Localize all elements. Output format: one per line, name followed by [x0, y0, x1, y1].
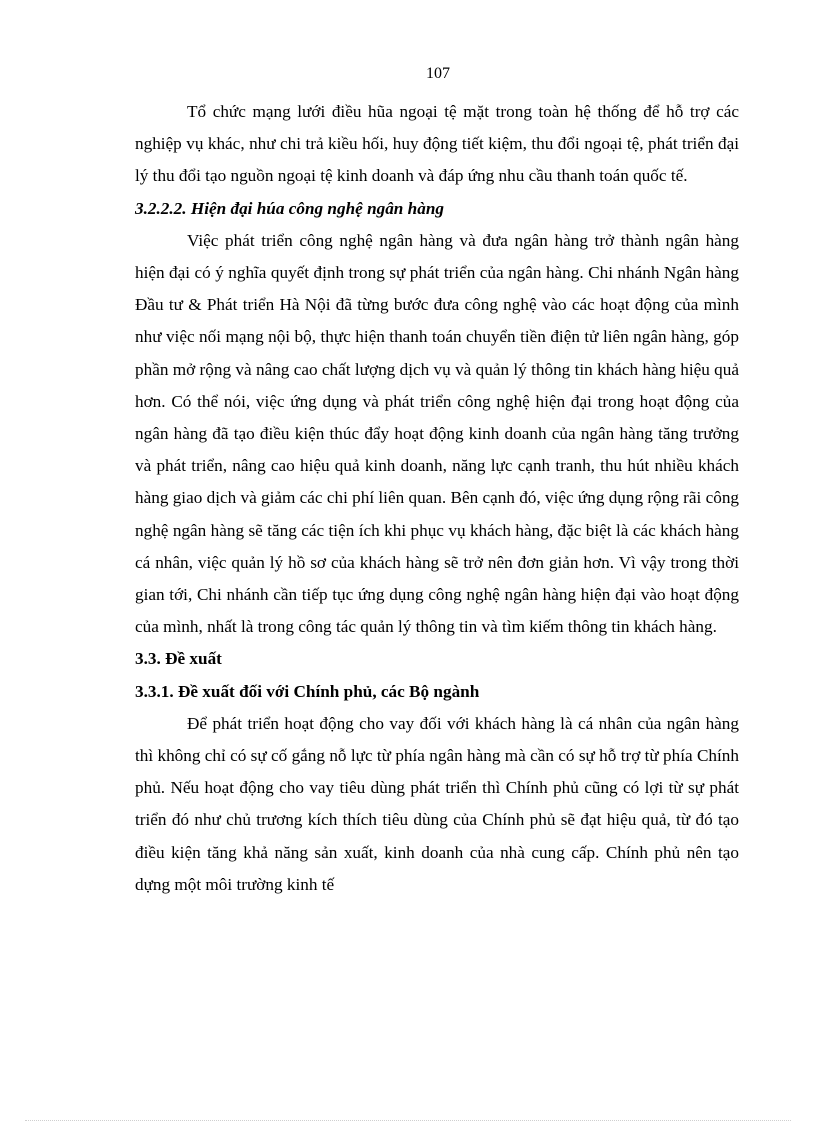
page-number: 107 [426, 65, 450, 82]
section-heading-3-3: 3.3. Đề xuất [135, 649, 222, 669]
paragraph-foreign-currency-network: Tổ chức mạng lưới điều hũa ngoại tệ mặt trong toàn hệ thống để hỗ trợ các nghiệp vụ khác, như chi trả kiều hối, huy động tiết kiệm, thu đổi ngoại tệ, phát triển đại lý thu đổi tạo nguồn ngoại tệ kinh doanh và đáp ứng nhu cầu thanh toán quốc tế. [135, 102, 739, 186]
page-bottom-divider [25, 1120, 791, 1121]
section-heading-3-3-1: 3.3.1. Đề xuất đối với Chính phủ, các Bộ ngành [135, 681, 480, 701]
page-body [135, 96, 739, 901]
paragraph-banking-technology: Việc phát triển công nghệ ngân hàng và đưa ngân hàng trở thành ngân hàng hiện đại có ý nghĩa quyết định trong sự phát triển của ngân hàng. Chi nhánh Ngân hàng Đầu tư & Phát triển Hà Nội đã từng bước đưa công nghệ vào các hoạt động của mình như việc nối mạng nội bộ, thực hiện thanh toán chuyển tiền điện tử liên ngân hàng, góp phần mở rộng và nâng cao chất lượng dịch vụ và quản lý thông tin khách hàng hiệu quả hơn. Có thể nói, việc ứng dụng và phát triển công nghệ hiện đại trong hoạt động của ngân hàng đã tạo điều kiện thúc đẩy hoạt động kinh doanh của ngân hàng tăng trưởng và phát triển, nâng cao hiệu quả kinh doanh, năng lực cạnh tranh, thu hút nhiều khách hàng giao dịch và giảm các chi phí liên quan. Bên cạnh đó, việc ứng dụng rộng rãi công nghệ ngân hàng sẽ tăng các tiện ích khi phục vụ khách hàng, đặc biệt là các khách hàng cá nhân, việc quản lý hồ sơ của khách hàng sẽ trở nên đơn giản hơn. Vì vậy trong thời gian tới, Chi nhánh cần tiếp tục ứng dụng công nghệ ngân hàng hiện đại vào hoạt động của mình, nhất là trong công tác quản lý thông tin và tìm kiếm thông tin khách hàng. [135, 230, 740, 637]
paragraph-government-proposal: Để phát triển hoạt động cho vay đối với khách hàng là cá nhân của ngân hàng thì không chỉ có sự cố gắng nỗ lực từ phía ngân hàng mà cần có sự hỗ trợ từ phía Chính phủ. Nếu hoạt động cho vay tiêu dùng phát triển thì Chính phủ cũng có lợi từ sự phát triển đó như chủ trương kích thích tiêu dùng của Chính phủ sẽ đạt hiệu quả, từ đó tạo điều kiện tăng khả năng sản xuất, kinh doanh của nhà cung cấp. Chính phủ nên tạo dựng một môi trường kinh tế [135, 713, 739, 894]
section-heading-3-2-2-2: 3.2.2.2. Hiện đại húa công nghệ ngân hàng [135, 198, 444, 218]
